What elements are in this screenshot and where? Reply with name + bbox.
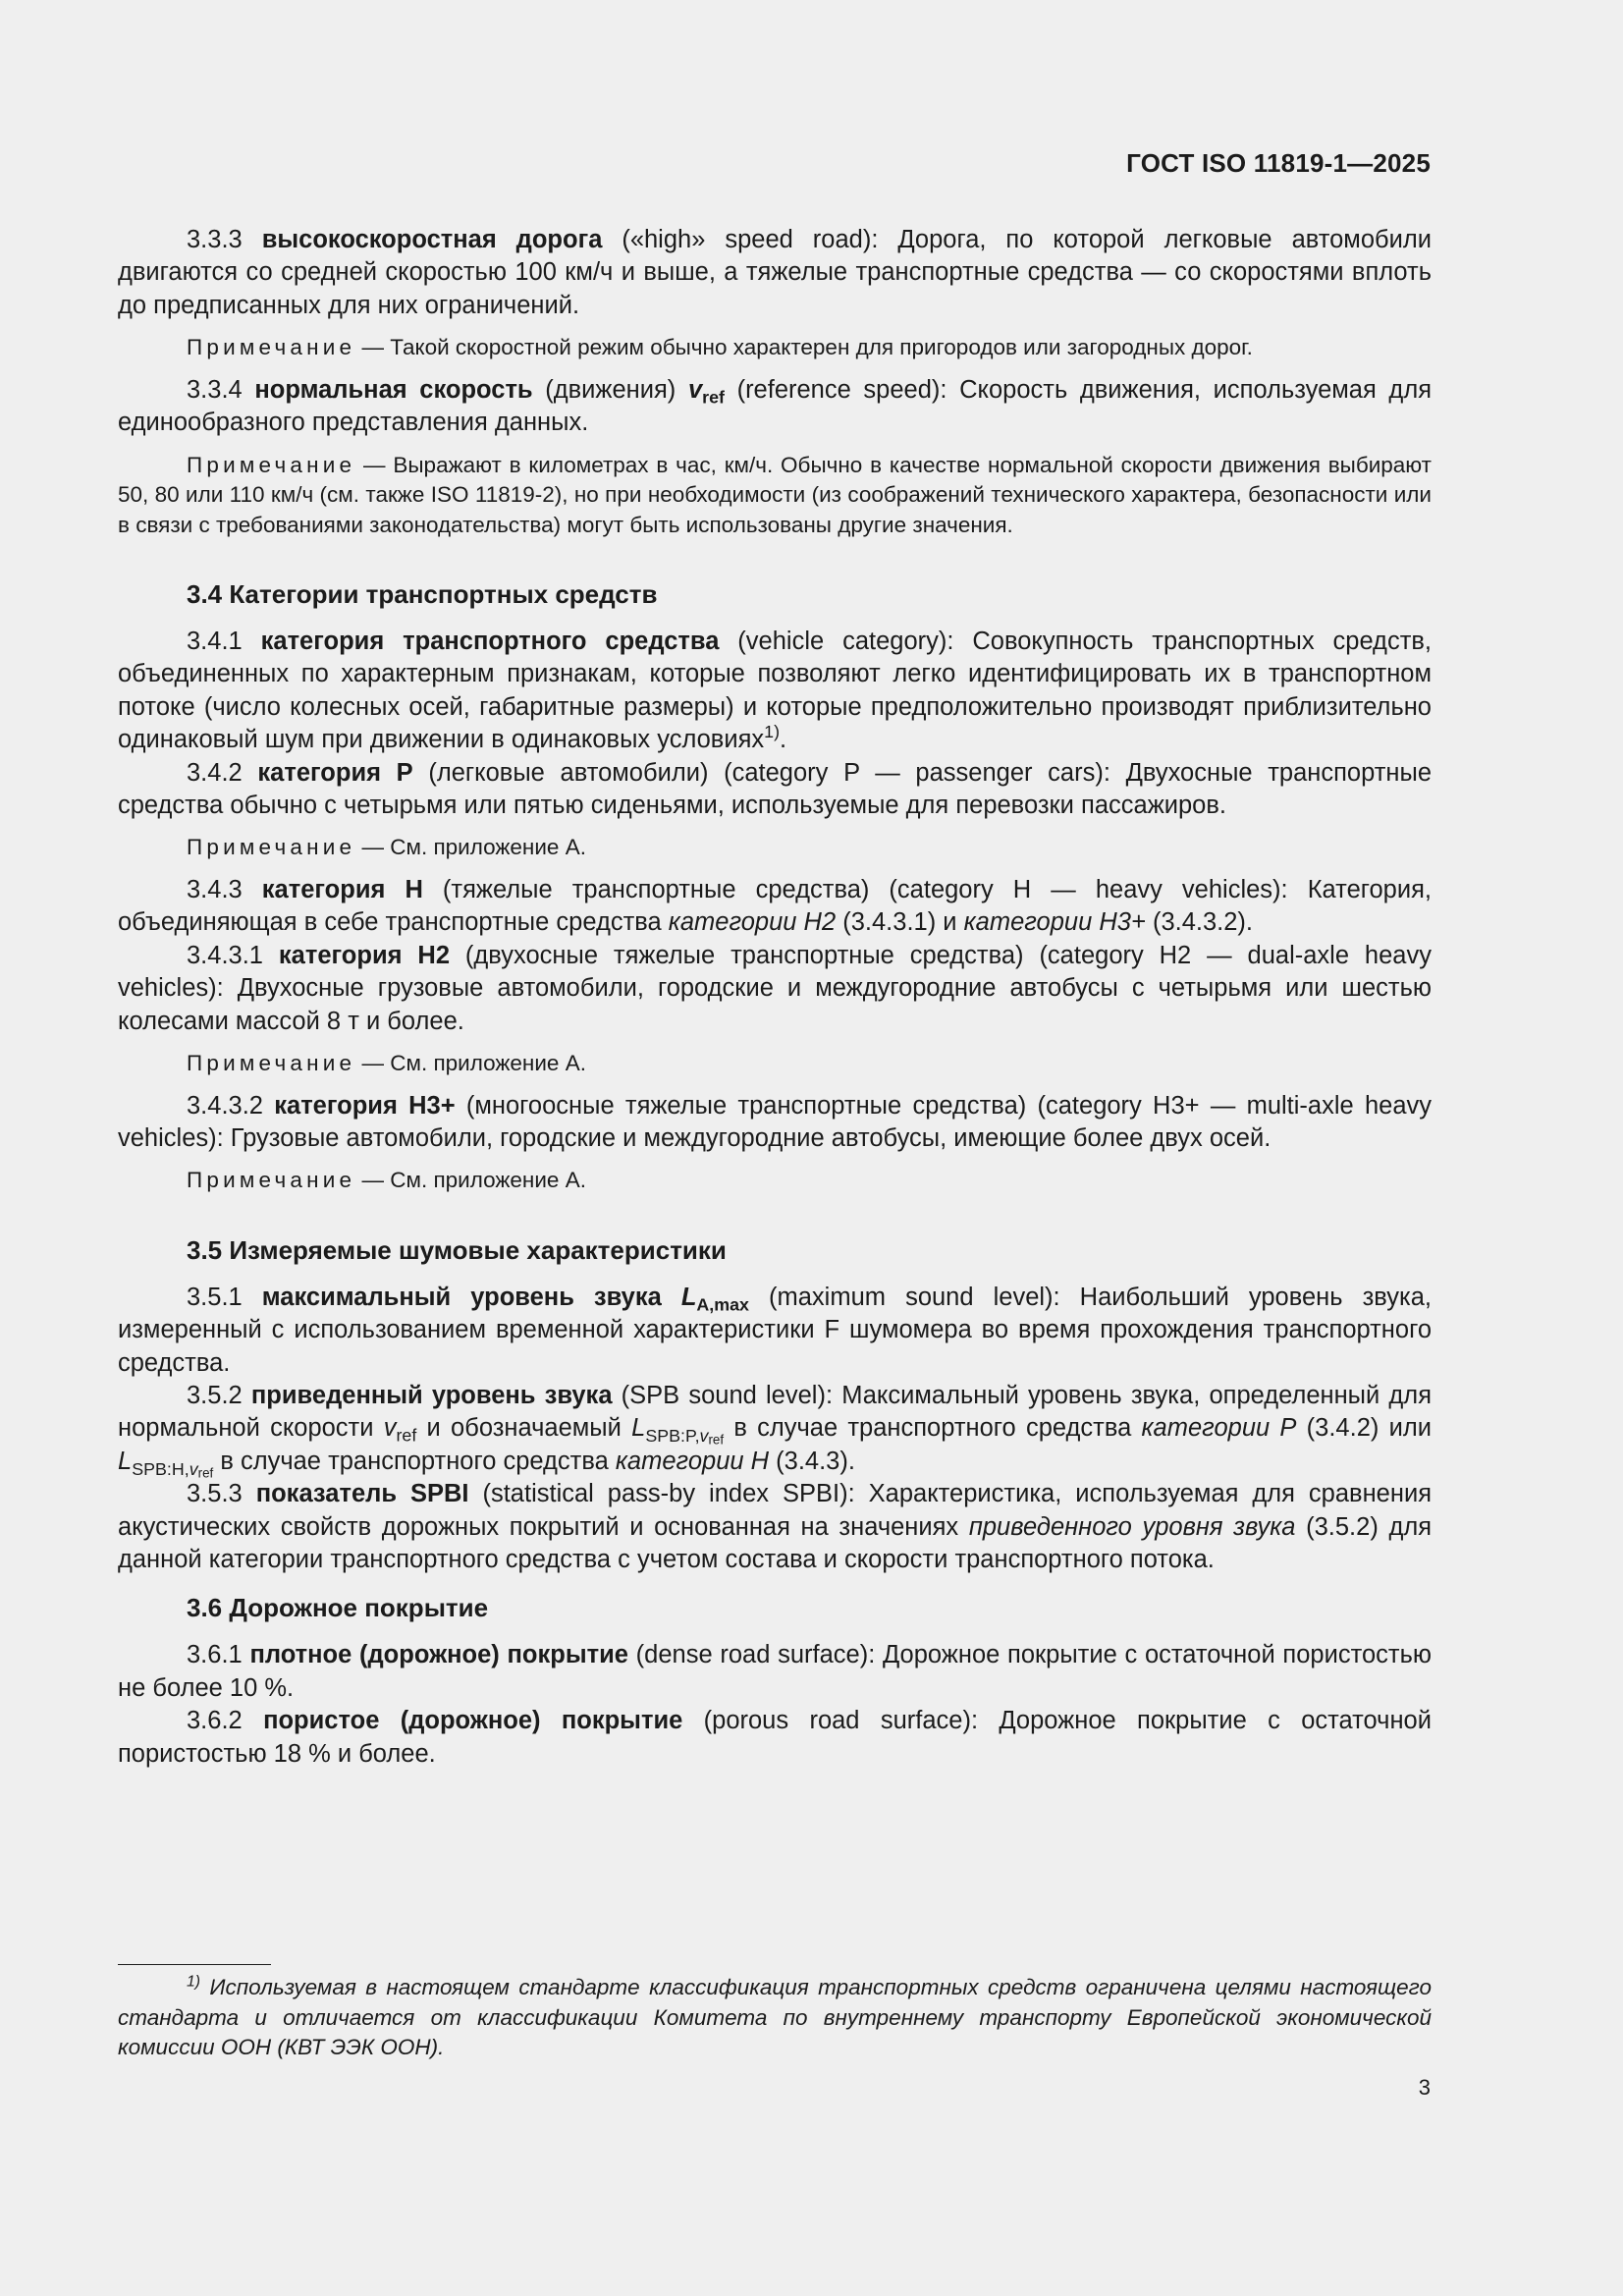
- clause-number: 3.4.3.1: [187, 941, 263, 969]
- footnote-text: Используемая в настоящем стандарте классификация транспортных средств ограничена целями настоящего стандарта и отличается от классификации Комитета по внутреннему транспорту Европейской экономической комиссии ООН (КВТ ЭЭК ООН).: [118, 1975, 1432, 2059]
- symbol-l-subscript: A,max: [696, 1294, 749, 1315]
- note-label: Примечание: [187, 452, 356, 477]
- definition-part: (3.4.2) или: [1296, 1414, 1432, 1443]
- note-3-3-3: [118, 333, 1432, 363]
- footnote-mark: 1): [187, 1973, 201, 1991]
- definition-part: (тяжелые транспортные средства) (category H — heavy vehicles): Категория, объединяющая в себе транспортные средства: [118, 875, 1432, 937]
- symbol-v: v: [687, 375, 703, 404]
- section-heading-3-4: 3.4 Категории транспортных средств: [187, 579, 658, 610]
- term: максимальный уровень звука: [261, 1283, 662, 1311]
- symbol-l: L: [680, 1283, 697, 1311]
- section-heading-3-5: 3.5 Измеряемые шумовые характеристики: [187, 1234, 727, 1265]
- clause-3-6-1: [118, 1639, 1432, 1705]
- term: приведенный уровень звука: [250, 1382, 613, 1410]
- note-text: — Выражают в километрах в час, км/ч. Обычно в качестве нормальной скорости движения выбирают 50, 80 или 110 км/ч (см. также ISO 11819-2), но при необходимости (из соображений технического характера, безопасности или в связи с требованиями законодательства) могут быть использованы другие значения.: [118, 452, 1432, 537]
- note-label: Примечание: [187, 835, 356, 860]
- symbol-l-p-subscript: [645, 1426, 724, 1446]
- definition: (dense road surface): Дорожное покрытие с остаточной пористостью не более 10 %.: [118, 1641, 1432, 1702]
- footnote-reference: 1): [764, 722, 781, 742]
- subscript-v-ref: ref: [197, 1465, 214, 1481]
- definition: (vehicle category): Совокупность транспортных средств, объединенных по характерным признакам, которые позволяют легко идентифицировать их в транспортном потоке (число колесных осей, габаритные размеры) и которые предположительно производят приблизительно одинаковый шум при движении в одинаковых условиях: [118, 628, 1432, 754]
- definition-part: (SPB sound level): Максимальный уровень звука, определенный для нормальной скорости: [118, 1382, 1432, 1443]
- definition-part: (3.4.3.2).: [1145, 908, 1254, 937]
- note-3-4-3-1: [118, 1049, 1432, 1079]
- note-text: — См. приложение А.: [355, 835, 586, 860]
- definition-part: в случае транспортного средства: [213, 1447, 616, 1475]
- clause-number: 3.4.1: [187, 628, 243, 656]
- definition-part: в случае транспортного средства: [724, 1414, 1142, 1443]
- term: нормальная скорость: [254, 375, 533, 404]
- subscript-text: SPB:P,: [645, 1426, 700, 1447]
- clause-3-5-2: [118, 1380, 1432, 1481]
- symbol-v-subscript: ref: [396, 1426, 417, 1447]
- term: категория транспортного средства: [260, 628, 720, 656]
- clause-number: 3.6.1: [187, 1641, 243, 1669]
- clause-number: 3.5.3: [187, 1480, 243, 1508]
- symbol-l-h: L: [118, 1447, 133, 1475]
- definition-part: (3.4.3).: [769, 1447, 855, 1475]
- term: категория Р: [257, 758, 413, 787]
- note-3-4-3-2: [118, 1166, 1432, 1196]
- footnote-1: [118, 1973, 1432, 2063]
- footnote: [118, 1973, 1432, 2063]
- clause-3-4-1: [118, 626, 1432, 757]
- symbol-v-subscript: ref: [702, 387, 725, 408]
- clause-number: 3.4.3: [187, 875, 243, 903]
- cross-ref-term: приведенного уровня звука: [968, 1512, 1296, 1541]
- definition-part: (3.5.2) для данной категории транспортного средства с учетом состава и скорости транспортного потока.: [118, 1512, 1433, 1574]
- definition: (maximum sound level): Наибольший уровень звука, измеренный с использованием временной характеристики F шумомера во время прохождения транспортного средства.: [118, 1283, 1433, 1377]
- note-label: Примечание: [187, 1051, 356, 1075]
- clause-3-5-1: [118, 1282, 1432, 1380]
- clause-number: 3.5.2: [187, 1382, 243, 1410]
- clause-number: 3.4.3.2: [187, 1091, 263, 1120]
- symbol-v: v: [383, 1414, 397, 1443]
- clause-number: 3.4.2: [187, 758, 243, 787]
- term: категория Н3+: [274, 1091, 456, 1120]
- definition: (двухосные тяжелые транспортные средства) (category H2 — dual-axle heavy vehicles): Двухосные грузовые автомобили, городские и междугородние автобусы с четырьмя или шестью колесами массой 8 т и более.: [118, 941, 1432, 1035]
- term: плотное (дорожное) покрытие: [249, 1641, 628, 1669]
- clause-3-6-2: [118, 1705, 1432, 1771]
- clause-3-4-3-1: [118, 940, 1432, 1038]
- clause-number: 3.3.4: [187, 375, 243, 404]
- subscript-v: v: [699, 1426, 709, 1447]
- subscript-text: SPB:H,: [132, 1458, 189, 1479]
- definition-part: (3.4.3.1) и: [836, 908, 964, 937]
- note-text: — См. приложение А.: [355, 1051, 586, 1075]
- note-text: — См. приложение А.: [355, 1168, 586, 1193]
- page-number: 3: [1418, 2075, 1431, 2100]
- definition: («high» speed road): Дорога, по которой легковые автомобили двигаются со средней скоростью 100 км/ч и выше, а тяжелые транспортные средства — со скоростями вплоть до предписанных для них ограничений.: [118, 226, 1432, 319]
- note-3-4-2: [118, 833, 1432, 863]
- cross-ref-term: категории Н2: [668, 908, 837, 937]
- definition-part: (reference speed): Скорость движения, используемая для единообразного представления данных.: [118, 375, 1433, 437]
- clause-3-4-3: [118, 874, 1432, 940]
- term: пористое (дорожное) покрытие: [263, 1707, 683, 1735]
- definition: (легковые автомобили) (category P — passenger cars): Двухосные транспортные средства обычно с четырьмя или пятью сиденьями, используемые для перевозки пассажиров.: [118, 758, 1432, 820]
- definition-part: и обозначаемый: [416, 1414, 632, 1443]
- note-text: — Такой скоростной режим обычно характерен для пригородов или загородных дорог.: [355, 335, 1253, 360]
- cross-ref-term: категории Н: [615, 1447, 770, 1475]
- definition-part: (statistical pass-by index SPBI): Характеристика, используемая для сравнения акустических свойств дорожных покрытий и основанная на значениях: [118, 1480, 1432, 1541]
- standard-code-header: ГОСТ ISO 11819-1—2025: [1126, 148, 1431, 178]
- page-content: [118, 224, 1432, 1771]
- term: категория Н2: [278, 941, 450, 969]
- clause-number: 3.3.3: [187, 226, 243, 253]
- note-3-3-4: [118, 451, 1432, 541]
- symbol-l-p: L: [631, 1414, 646, 1443]
- definition-end: .: [780, 726, 787, 754]
- footnote-separator: [118, 1964, 271, 1965]
- clause-3-4-3-2: [118, 1090, 1432, 1156]
- section-heading-3-6: 3.6 Дорожное покрытие: [187, 1593, 489, 1623]
- cross-ref-term: категории Н3+: [963, 908, 1146, 937]
- note-label: Примечание: [187, 1168, 356, 1193]
- subscript-v: v: [189, 1458, 198, 1479]
- term: категория Н: [261, 875, 423, 903]
- symbol-l-h-subscript: [132, 1459, 213, 1479]
- clause-3-3-4: [118, 374, 1432, 440]
- term: показатель SPBI: [255, 1480, 469, 1508]
- definition-part: (движения): [532, 375, 688, 404]
- clause-3-5-3: [118, 1478, 1432, 1576]
- definition: (porous road surface): Дорожное покрытие с остаточной пористостью 18 % и более.: [118, 1707, 1432, 1768]
- term: высокоскоростная дорога: [261, 226, 603, 253]
- cross-ref-term: категории Р: [1141, 1414, 1297, 1443]
- clause-3-3-3: [118, 224, 1432, 322]
- clause-number: 3.6.2: [187, 1707, 243, 1735]
- subscript-v-ref: ref: [708, 1432, 725, 1448]
- clause-number: 3.5.1: [187, 1283, 243, 1311]
- clause-3-4-2: [118, 757, 1432, 823]
- definition: (многоосные тяжелые транспортные средства) (category H3+ — multi-axle heavy vehicles): Грузовые автомобили, городские и междугородние автобусы, имеющие более двух осей.: [118, 1091, 1432, 1152]
- note-label: Примечание: [187, 335, 356, 360]
